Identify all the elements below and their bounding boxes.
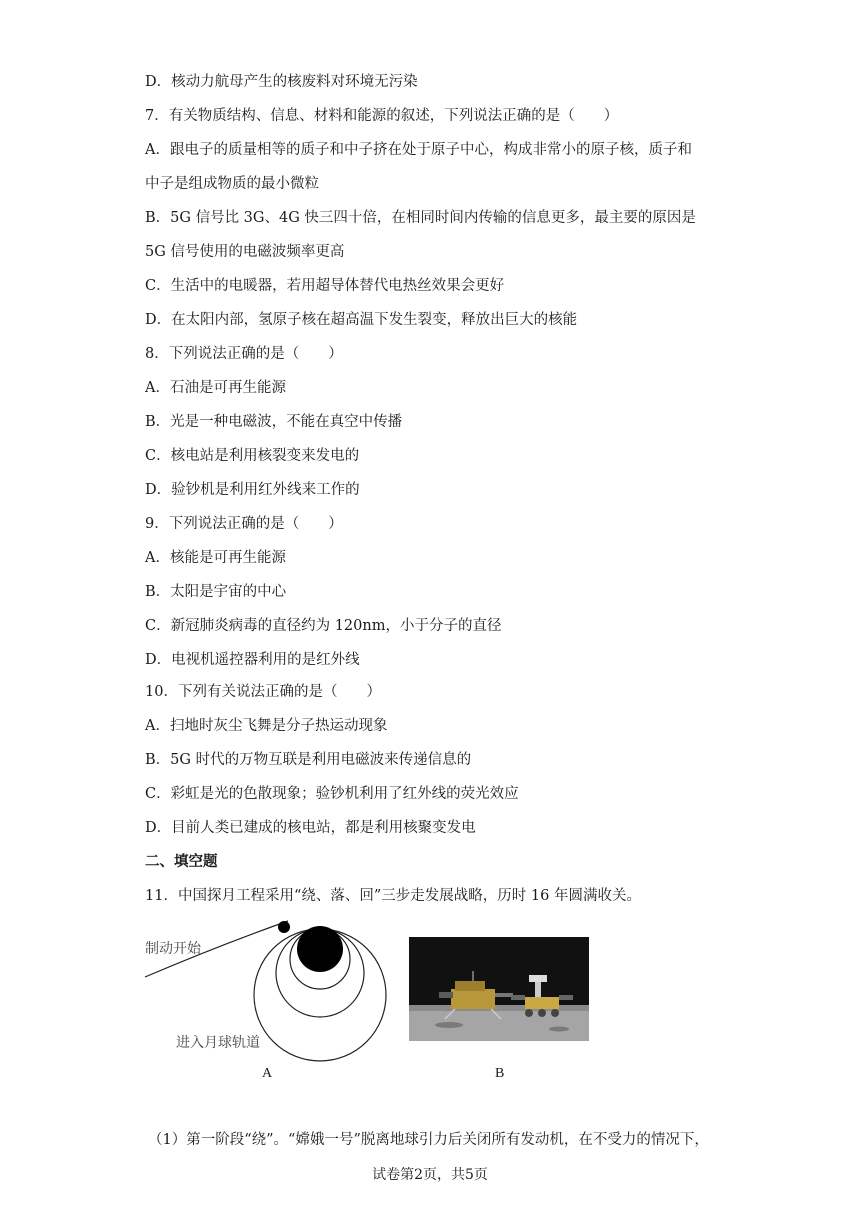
option-b: B．太阳是宇宙的中心 (145, 584, 287, 600)
orbit-diagram (140, 915, 400, 1065)
option-c: C．核电站是利用核裂变来发电的 (145, 448, 360, 464)
option-a: A．扫地时灰尘飞舞是分子热运动现象 (145, 718, 388, 734)
figure-caption-a: A (262, 1066, 273, 1081)
lander-photo (409, 937, 589, 1041)
option-b: B．5G 时代的万物互联是利用电磁波来传递信息的 (145, 752, 472, 768)
option-c: C．彩虹是光的色散现象；验钞机利用了红外线的荧光效应 (145, 786, 519, 802)
option-b: B．5G 信号比 3G、4G 快三四十倍，在相同时间内传输的信息更多，最主要的原因是 (145, 210, 696, 226)
question-8: 8．下列说法正确的是（ ） (145, 346, 343, 362)
option-c: C．新冠肺炎病毒的直径约为 120nm，小于分子的直径 (145, 618, 502, 634)
option-c: C．生活中的电暖器，若用超导体替代电热丝效果会更好 (145, 278, 505, 294)
option-d: D．验钞机是利用红外线来工作的 (145, 482, 360, 498)
section-heading: 二、填空题 (145, 854, 218, 870)
option-a: A．跟电子的质量相等的质子和中子挤在处于原子中心，构成非常小的原子核，质子和 (145, 142, 692, 158)
option-a: A．核能是可再生能源 (145, 550, 286, 566)
question-11: 11．中国探月工程采用“绕、落、回”三步走发展战略，历时 16 年圆满收关。 (145, 888, 641, 904)
option-d: D．目前人类已建成的核电站，都是利用核聚变发电 (145, 820, 476, 836)
option-a: A．石油是可再生能源 (145, 380, 286, 396)
question-7: 7．有关物质结构、信息、材料和能源的叙述，下列说法正确的是（ ） (145, 108, 619, 124)
label-lunar-orbit: 进入月球轨道 (176, 1034, 260, 1050)
label-braking-start: 制动开始 (145, 940, 201, 956)
page-footer: 试卷第2页，共5页 (372, 1167, 488, 1183)
question-11-part-1: （1）第一阶段“绕”。“嫦娥一号”脱离地球引力后关闭所有发动机，在不受力的情况下， (148, 1132, 709, 1148)
text-line: 中子是组成物质的最小微粒 (145, 176, 319, 192)
option-d: D．在太阳内部，氢原子核在超高温下发生裂变，释放出巨大的核能 (145, 312, 578, 328)
text-line: 5G 信号使用的电磁波频率更高 (145, 244, 345, 260)
question-10: 10．下列有关说法正确的是（ ） (145, 684, 381, 700)
figure-caption-b: B (495, 1066, 505, 1081)
option-b: B．光是一种电磁波，不能在真空中传播 (145, 414, 403, 430)
option-d: D．电视机遥控器利用的是红外线 (145, 652, 360, 668)
text-line: D．核动力航母产生的核废料对环境无污染 (145, 74, 418, 90)
question-9: 9．下列说法正确的是（ ） (145, 516, 343, 532)
